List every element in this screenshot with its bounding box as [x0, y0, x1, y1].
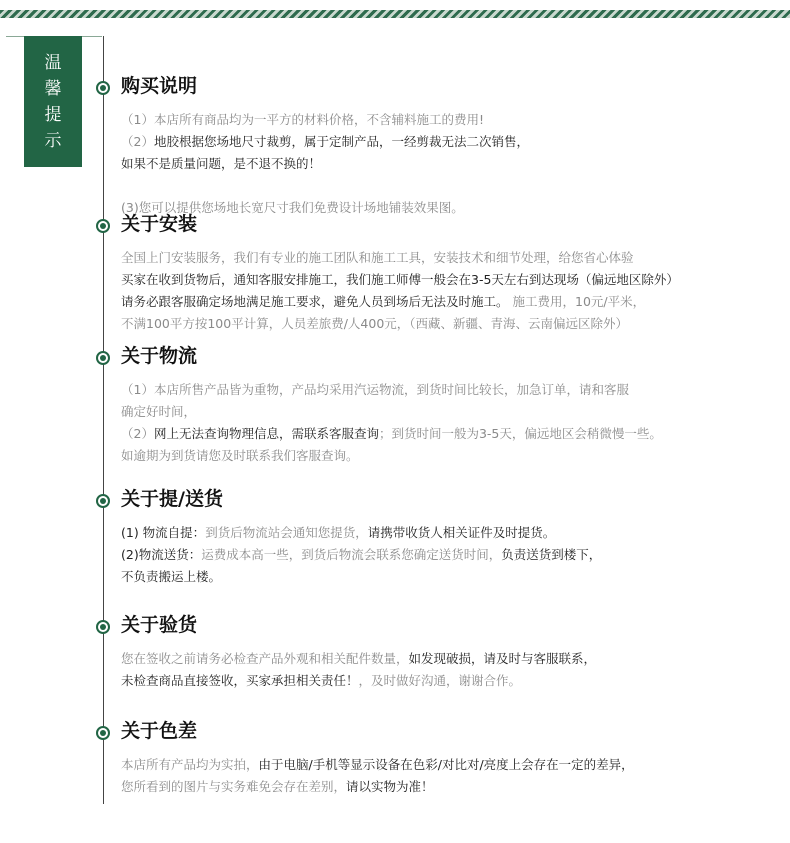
- body-text: 如发现破损，请及时与客服联系，: [408, 651, 597, 666]
- body-text: 不满100平方按100平计算，人员差旅费/人400元，（西藏、新疆、青海、云南偏远区除外）: [121, 316, 629, 331]
- body-text: (2)物流送货：: [121, 547, 202, 562]
- body-text: 负责送货到楼下，: [501, 547, 602, 562]
- badge-char: 提: [44, 104, 62, 125]
- body-text: （1）本店所售产品皆为重物，产品均采用汽运物流，到货时间比较长，加急订单，请和客服: [121, 382, 629, 397]
- badge-char: 馨: [44, 78, 62, 99]
- body-line: [121, 197, 771, 219]
- body-text: 由于电脑/手机等显示设备在色彩/对比对/亮度上会存在一定的差异，: [258, 757, 634, 772]
- section-body: [121, 379, 771, 467]
- section-heading: 关于验货: [121, 614, 198, 636]
- body-line: [121, 131, 771, 153]
- body-text: （2）: [121, 134, 154, 149]
- body-text: 如逾期为到货请您及时联系我们客服查询。: [121, 448, 359, 463]
- body-text: 施工费用，10元/平米，: [508, 294, 646, 309]
- bullet-marker-icon: [96, 219, 110, 233]
- section-body: [121, 754, 771, 798]
- bullet-marker-icon: [96, 351, 110, 365]
- body-text: 地胶根据您场地尺寸裁剪，属于定制产品，一经剪裁无法二次销售，: [153, 134, 529, 149]
- bullet-marker-icon: [96, 620, 110, 634]
- body-text: 请务必跟客服确定场地满足施工要求，避免人员到场后无法及时施工。: [121, 294, 509, 309]
- warm-tips-badge: [24, 36, 82, 167]
- section-body: [121, 247, 771, 335]
- section-body: [121, 648, 771, 692]
- body-text: 到货后物流站会通知您提货，: [205, 525, 368, 540]
- body-line: [121, 313, 771, 335]
- body-line: [121, 269, 771, 291]
- body-line: [121, 423, 771, 445]
- body-line: [121, 522, 771, 544]
- badge-char: 示: [44, 130, 62, 151]
- section-heading: 关于提/送货: [121, 488, 223, 510]
- body-line: [121, 754, 771, 776]
- body-line: [121, 379, 771, 401]
- bullet-marker-icon: [96, 494, 110, 508]
- body-line: [121, 670, 771, 692]
- body-line: [121, 153, 771, 175]
- body-line: [121, 648, 771, 670]
- body-text: ，及时做好沟通，谢谢合作。: [358, 673, 522, 688]
- body-line: [121, 776, 771, 798]
- body-text: 全国上门安装服务，我们有专业的施工团队和施工工具，安装技术和细节处理，给您省心体验: [121, 250, 634, 265]
- body-text: 运费成本高一些，到货后物流会联系您确定送货时间，: [201, 547, 502, 562]
- body-line: [121, 175, 771, 197]
- badge-char: 温: [44, 52, 62, 73]
- body-line: [121, 291, 771, 313]
- body-line: [121, 445, 771, 467]
- bullet-marker-icon: [96, 726, 110, 740]
- body-text: （2）: [121, 426, 154, 441]
- body-line: [121, 401, 771, 423]
- body-line: [121, 247, 771, 269]
- section-heading: 关于物流: [121, 345, 198, 367]
- body-text: （1）本店所有商品均为一平方的材料价格，不含辅料施工的费用!: [121, 112, 484, 127]
- body-text: 网上无法查询物理信息，需联系客服查询: [153, 426, 379, 441]
- body-text: 本店所有产品均为实拍，: [121, 757, 259, 772]
- timeline-line: [103, 36, 104, 804]
- bullet-marker-icon: [96, 81, 110, 95]
- body-text: (3)您可以提供您场地长宽尺寸我们免费设计场地铺装效果图。: [121, 200, 464, 215]
- section-body: [121, 109, 771, 219]
- body-line: [121, 566, 771, 588]
- body-text: 确定好时间，: [121, 404, 197, 419]
- top-stripe-decoration: [0, 10, 790, 18]
- section-body: [121, 522, 771, 588]
- body-text: 未检查商品直接签收，买家承担相关责任！: [121, 673, 359, 688]
- body-text: 您在签收之前请务必检查产品外观和相关配件数量，: [121, 651, 409, 666]
- body-text: (1) 物流自提：: [121, 525, 206, 540]
- body-text: 不负责搬运上楼。: [121, 569, 222, 584]
- body-text: 如果不是质量问题，是不退不换的！: [121, 156, 322, 171]
- body-text: 买家在收到货物后，通知客服安排施工，我们施工师傅一般会在3-5天左右到达现场（偏远地区除外）: [121, 272, 679, 287]
- body-text: ；到货时间一般为3-5天，偏远地区会稍微慢一些。: [378, 426, 662, 441]
- section-heading: 关于色差: [121, 720, 198, 742]
- body-line: [121, 109, 771, 131]
- section-heading: 购买说明: [121, 75, 198, 97]
- body-text: 请携带收货人相关证件及时提货。: [367, 525, 556, 540]
- body-line: [121, 544, 771, 566]
- section-heading: 关于安装: [121, 213, 198, 235]
- body-text: 您所看到的图片与实务难免会存在差别，: [121, 779, 347, 794]
- body-text: 请以实物为准！: [346, 779, 434, 794]
